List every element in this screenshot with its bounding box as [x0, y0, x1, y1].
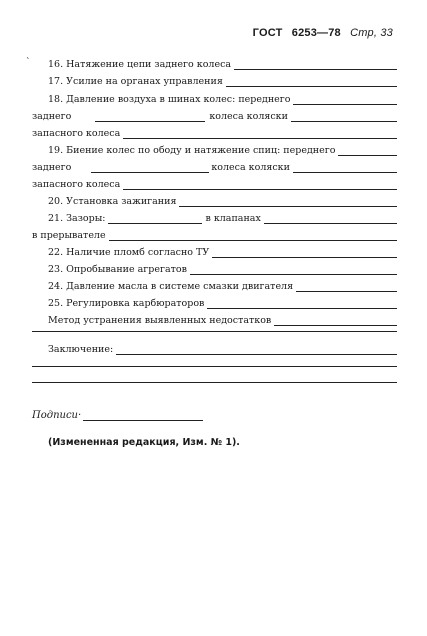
item-24-label: 24. Давление масла в системе смазки двигателя	[48, 281, 294, 292]
method-line	[48, 315, 397, 326]
method-extra-rule	[32, 331, 397, 332]
item-21-row2	[32, 230, 397, 241]
method-blank	[274, 317, 397, 326]
item-24-blank	[296, 283, 397, 292]
item-24	[48, 281, 397, 292]
item-18-spare-label: запасного колеса	[32, 128, 121, 139]
item-19-row2	[32, 162, 397, 173]
item-22	[48, 247, 397, 258]
signature-blank	[83, 412, 203, 421]
item-19-blank	[338, 147, 397, 156]
item-18-sidecar-label: колеса коляски	[209, 111, 288, 122]
item-19-sidecar-blank	[293, 164, 397, 173]
conclusion-line	[48, 344, 397, 355]
item-21-breaker-blank	[109, 232, 397, 241]
item-21-valves-blank	[264, 215, 397, 224]
page-number: Стр, 33	[350, 27, 393, 39]
item-22-blank	[212, 249, 397, 258]
item-20-blank	[179, 198, 397, 207]
item-16	[48, 59, 397, 70]
conclusion-label: Заключение:	[48, 344, 114, 355]
item-21	[48, 213, 397, 224]
standard-number: 6253—78	[291, 27, 341, 39]
item-23	[48, 264, 397, 275]
revision-note: (Измененная редакция, Изм. № 1).	[48, 437, 240, 448]
item-19-rear-blank	[91, 164, 209, 173]
item-18-spare-blank	[123, 130, 397, 139]
item-25-label: 25. Регулировка карбюраторов	[48, 298, 205, 309]
item-19	[48, 145, 397, 156]
item-16-label: 16. Натяжение цепи заднего колеса	[48, 59, 232, 70]
conclusion-rule-2	[32, 382, 397, 383]
item-19-spare-blank	[123, 181, 397, 190]
item-18-rear-label: заднего	[32, 111, 72, 122]
method-label: Метод устранения выявленных недостатков	[48, 315, 272, 326]
stray-mark: `	[26, 58, 31, 68]
item-20	[48, 196, 397, 207]
item-19-row3	[32, 179, 397, 190]
conclusion-rule-1	[32, 366, 397, 367]
item-19-rear-label: заднего	[32, 162, 72, 173]
item-16-blank	[234, 61, 397, 70]
conclusion-blank	[116, 346, 397, 355]
item-25	[48, 298, 397, 309]
item-19-spare-label: запасного колеса	[32, 179, 121, 190]
signature-label: Подписи	[32, 410, 79, 421]
item-25-blank	[207, 300, 397, 309]
item-21-label: 21. Зазоры:	[48, 213, 106, 224]
item-18-row2	[32, 111, 397, 122]
signature-line: Подписи ·	[32, 410, 203, 421]
item-21-valves-label: в клапанах	[205, 213, 261, 224]
item-17-label: 17. Усилие на органах управления	[48, 76, 223, 87]
item-23-blank	[190, 266, 397, 275]
item-19-label: 19. Биение колес по ободу и натяжение спиц: переднего	[48, 145, 336, 156]
item-19-sidecar-label: колеса коляски	[211, 162, 290, 173]
item-21-gap-blank	[108, 215, 202, 224]
page-header	[253, 27, 399, 39]
item-18-row3	[32, 128, 397, 139]
item-18-sidecar-blank	[291, 113, 397, 122]
item-21-breaker-label: в прерывателе	[32, 230, 106, 241]
item-22-label: 22. Наличие пломб согласно ТУ	[48, 247, 210, 258]
item-17	[48, 76, 397, 87]
standard-label: ГОСТ	[252, 27, 283, 39]
item-18	[48, 94, 397, 105]
item-23-label: 23. Опробывание агрегатов	[48, 264, 187, 275]
item-18-rear-blank	[95, 113, 205, 122]
item-20-label: 20. Установка зажигания	[48, 196, 177, 207]
item-17-blank	[226, 78, 397, 87]
item-18-label: 18. Давление воздуха в шинах колес: переднего	[48, 94, 291, 105]
item-18-blank	[293, 96, 397, 105]
